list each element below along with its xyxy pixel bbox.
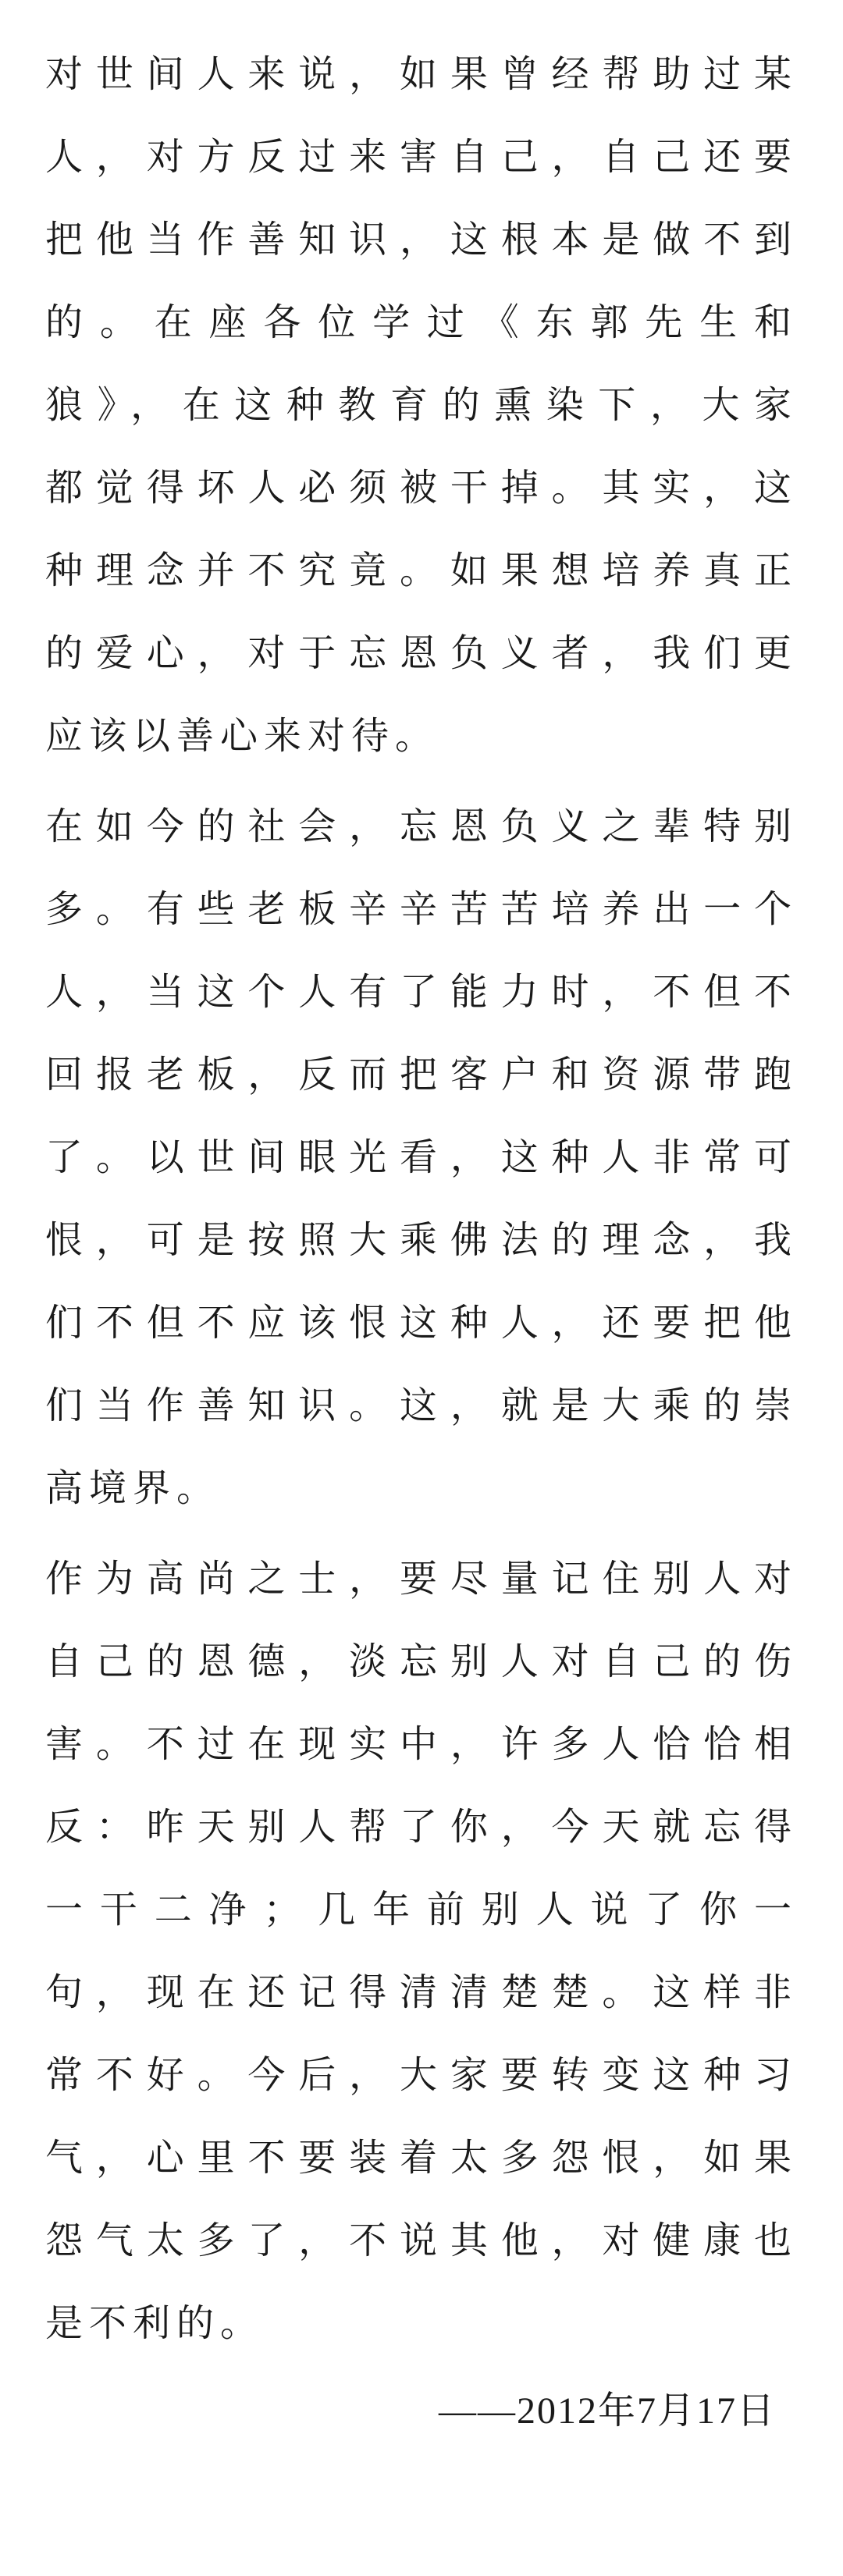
- paragraph-2: [45, 785, 798, 1530]
- text-line: 回报老板，反而把客户和资源带跑: [45, 1053, 798, 1096]
- text-line: 句，现在还记得清清楚楚。这样非: [45, 1970, 798, 2014]
- text-line: 一干二净；几年前别人说了你一: [45, 1888, 798, 1931]
- text-line: 们不但不应该恨这种人，还要把他: [45, 1301, 798, 1345]
- paragraph-1: [45, 33, 798, 777]
- text-line: 的爱心，对于忘恩负义者，我们更: [45, 631, 798, 675]
- text-line: 狼》，在这种教育的熏染下，大家: [45, 383, 798, 427]
- text-line: 气，心里不要装着太多怨恨，如果: [45, 2136, 798, 2180]
- text-line: 自己的恩德，淡忘别人对自己的伤: [45, 1640, 798, 1683]
- text-line: 作为高尚之士，要尽量记住别人对: [45, 1557, 798, 1601]
- text-line: 多。有些老板辛辛苦苦培养出一个: [45, 887, 798, 931]
- text-line: 人，当这个人有了能力时，不但不: [45, 970, 798, 1014]
- text-line: 反：昨天别人帮了你，今天就忘得: [45, 1805, 798, 1849]
- text-line: 应该以善心来对待。: [45, 714, 439, 758]
- text-line: 都觉得坏人必须被干掉。其实，这: [45, 466, 798, 510]
- date-signature: ——2012年7月17日: [438, 2390, 776, 2432]
- text-line: 种理念并不究竟。如果想培养真正: [45, 549, 798, 592]
- text-line: 高境界。: [45, 1466, 221, 1510]
- text-line: 是不利的。: [45, 2301, 265, 2345]
- text-line: 们当作善知识。这，就是大乘的崇: [45, 1384, 798, 1427]
- text-line: 害。不过在现实中，许多人恰恰相: [45, 1722, 798, 1766]
- text-line: 常不好。今后，大家要转变这种习: [45, 2053, 798, 2097]
- text-line: 对世间人来说，如果曾经帮助过某: [45, 52, 798, 96]
- text-line: 人，对方反过来害自己，自己还要: [45, 135, 798, 179]
- text-line: 把他当作善知识，这根本是做不到: [45, 218, 798, 261]
- paragraph-3: [45, 1537, 798, 2365]
- text-line: 在如今的社会，忘恩负义之辈特别: [45, 805, 798, 848]
- text-line: 怨气太多了，不说其他，对健康也: [45, 2219, 798, 2262]
- text-line: 恨，可是按照大乘佛法的理念，我: [45, 1218, 798, 1262]
- text-line: 了。以世间眼光看，这种人非常可: [45, 1135, 798, 1179]
- text-line: 的。在座各位学过《东郭先生和: [45, 300, 798, 344]
